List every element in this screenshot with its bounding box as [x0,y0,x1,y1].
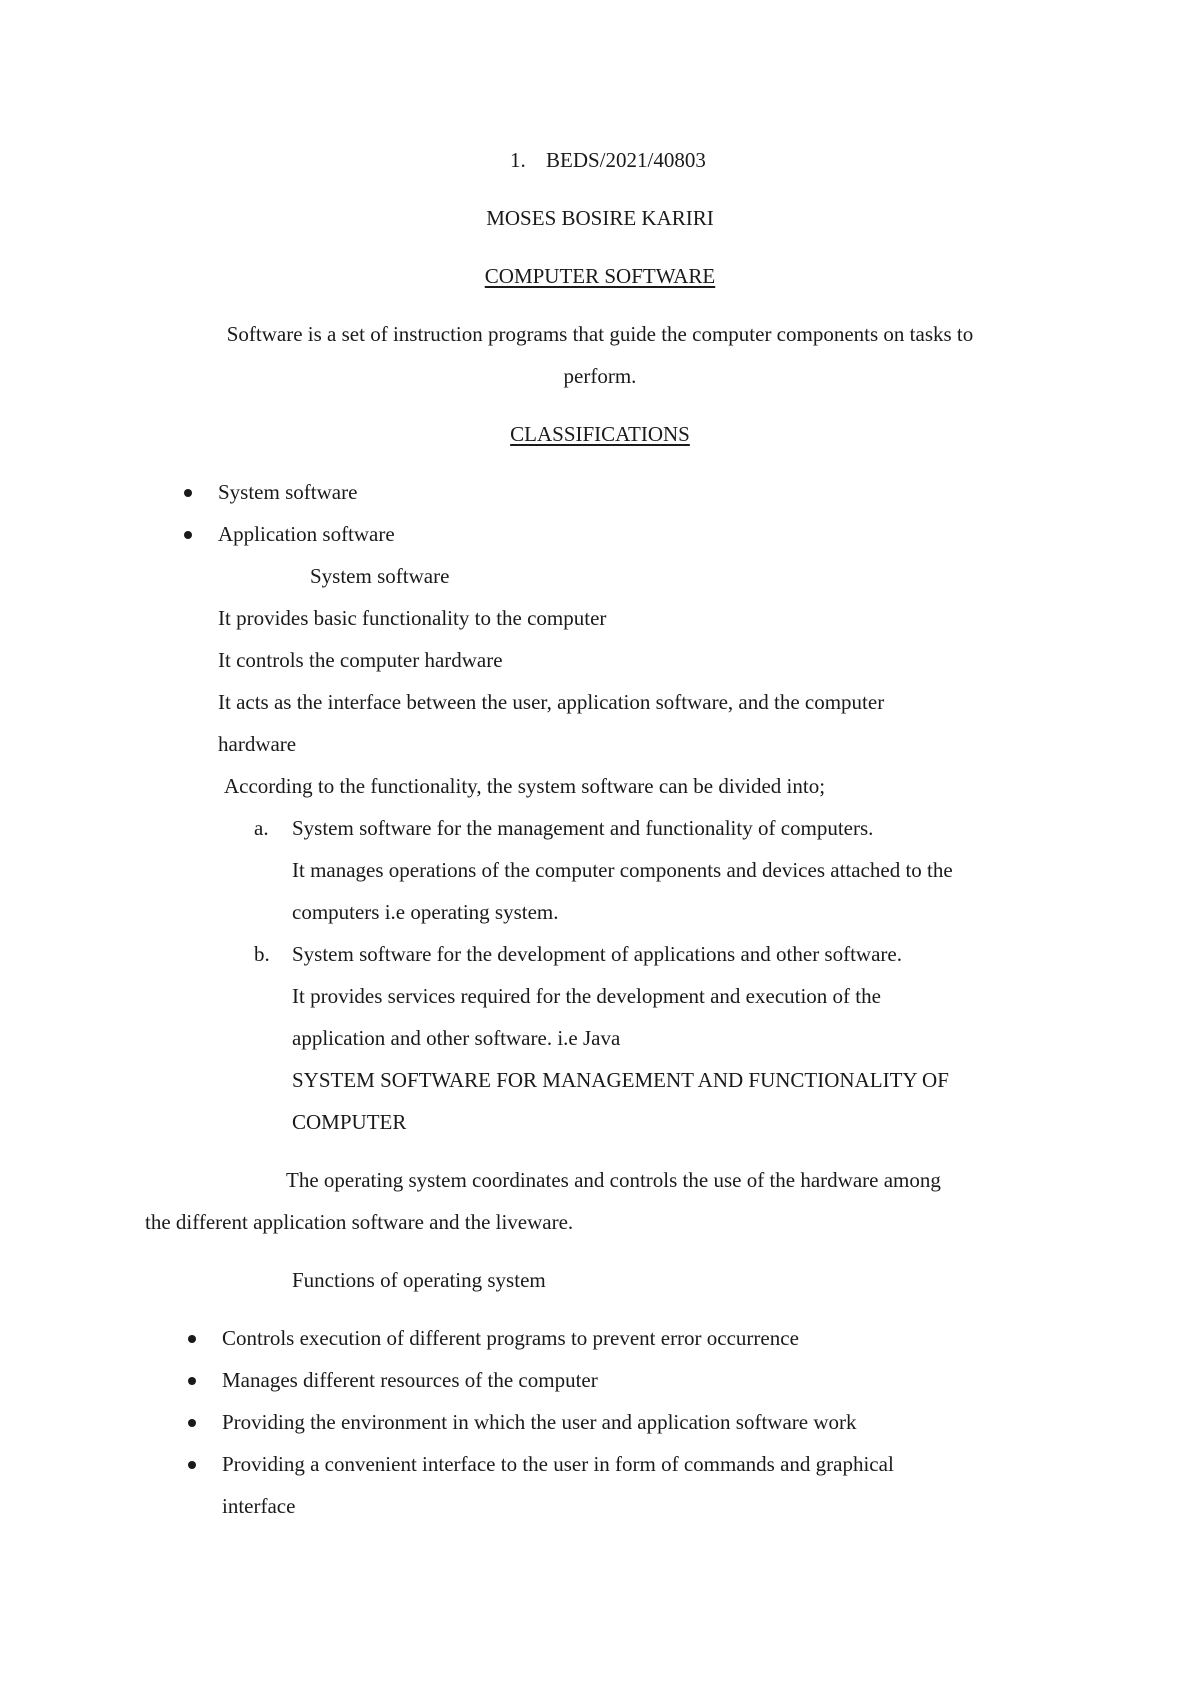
header-number: 1. [510,148,526,172]
function-item: Controls execution of different programs to prevent error occurrence [222,1326,799,1350]
os-paragraph-line1: The operating system coordinates and controls the use of the hardware among [286,1168,941,1192]
function-item: Manages different resources of the computer [222,1368,598,1392]
bullet-icon [188,1419,196,1427]
function-item: Providing a convenient interface to the user in form of commands and graphical [222,1452,894,1476]
function-item: Providing the environment in which the user and application software work [222,1410,857,1434]
classification-item: Application software [218,522,395,546]
list-item-b-desc-line2: application and other software. i.e Java [292,1026,621,1050]
bullet-icon [188,1377,196,1385]
student-name: MOSES BOSIRE KARIRI [486,206,714,230]
sub-heading-line2: COMPUTER [292,1110,407,1134]
list-marker-a: a. [254,816,269,840]
bullet-icon [184,489,192,497]
os-paragraph-line2: the different application software and the liveware. [145,1210,574,1234]
bullet-icon [184,531,192,539]
list-item-b-desc-line1: It provides services required for the development and execution of the [292,984,881,1008]
list-item-a-title: System software for the management and functionality of computers. [292,816,874,840]
intro-line-1: Software is a set of instruction programs that guide the computer components on tasks to [226,322,974,346]
functions-heading: Functions of operating system [292,1268,546,1292]
classifications-heading: CLASSIFICATIONS [510,422,690,446]
sub-heading-line1: SYSTEM SOFTWARE FOR MANAGEMENT AND FUNCTIONALITY OF [292,1068,949,1092]
system-software-p3-line1: It acts as the interface between the user, application software, and the computer [218,690,885,714]
system-software-heading: System software [310,564,450,588]
system-software-p3-line2: hardware [218,732,297,756]
list-item-a-desc-line2: computers i.e operating system. [292,900,559,924]
bullet-icon [188,1461,196,1469]
document-title: COMPUTER SOFTWARE [484,264,716,288]
system-software-p2: It controls the computer hardware [218,648,503,672]
student-id: BEDS/2021/40803 [546,148,706,172]
bullet-icon [188,1335,196,1343]
system-software-p1: It provides basic functionality to the computer [218,606,607,630]
function-item-continuation: interface [222,1494,296,1518]
list-marker-b: b. [254,942,270,966]
system-software-p4: According to the functionality, the system software can be divided into; [224,774,826,798]
list-item-a-desc-line1: It manages operations of the computer components and devices attached to the [292,858,953,882]
classification-item: System software [218,480,358,504]
list-item-b-title: System software for the development of applications and other software. [292,942,902,966]
intro-line-2: perform. [563,364,637,388]
